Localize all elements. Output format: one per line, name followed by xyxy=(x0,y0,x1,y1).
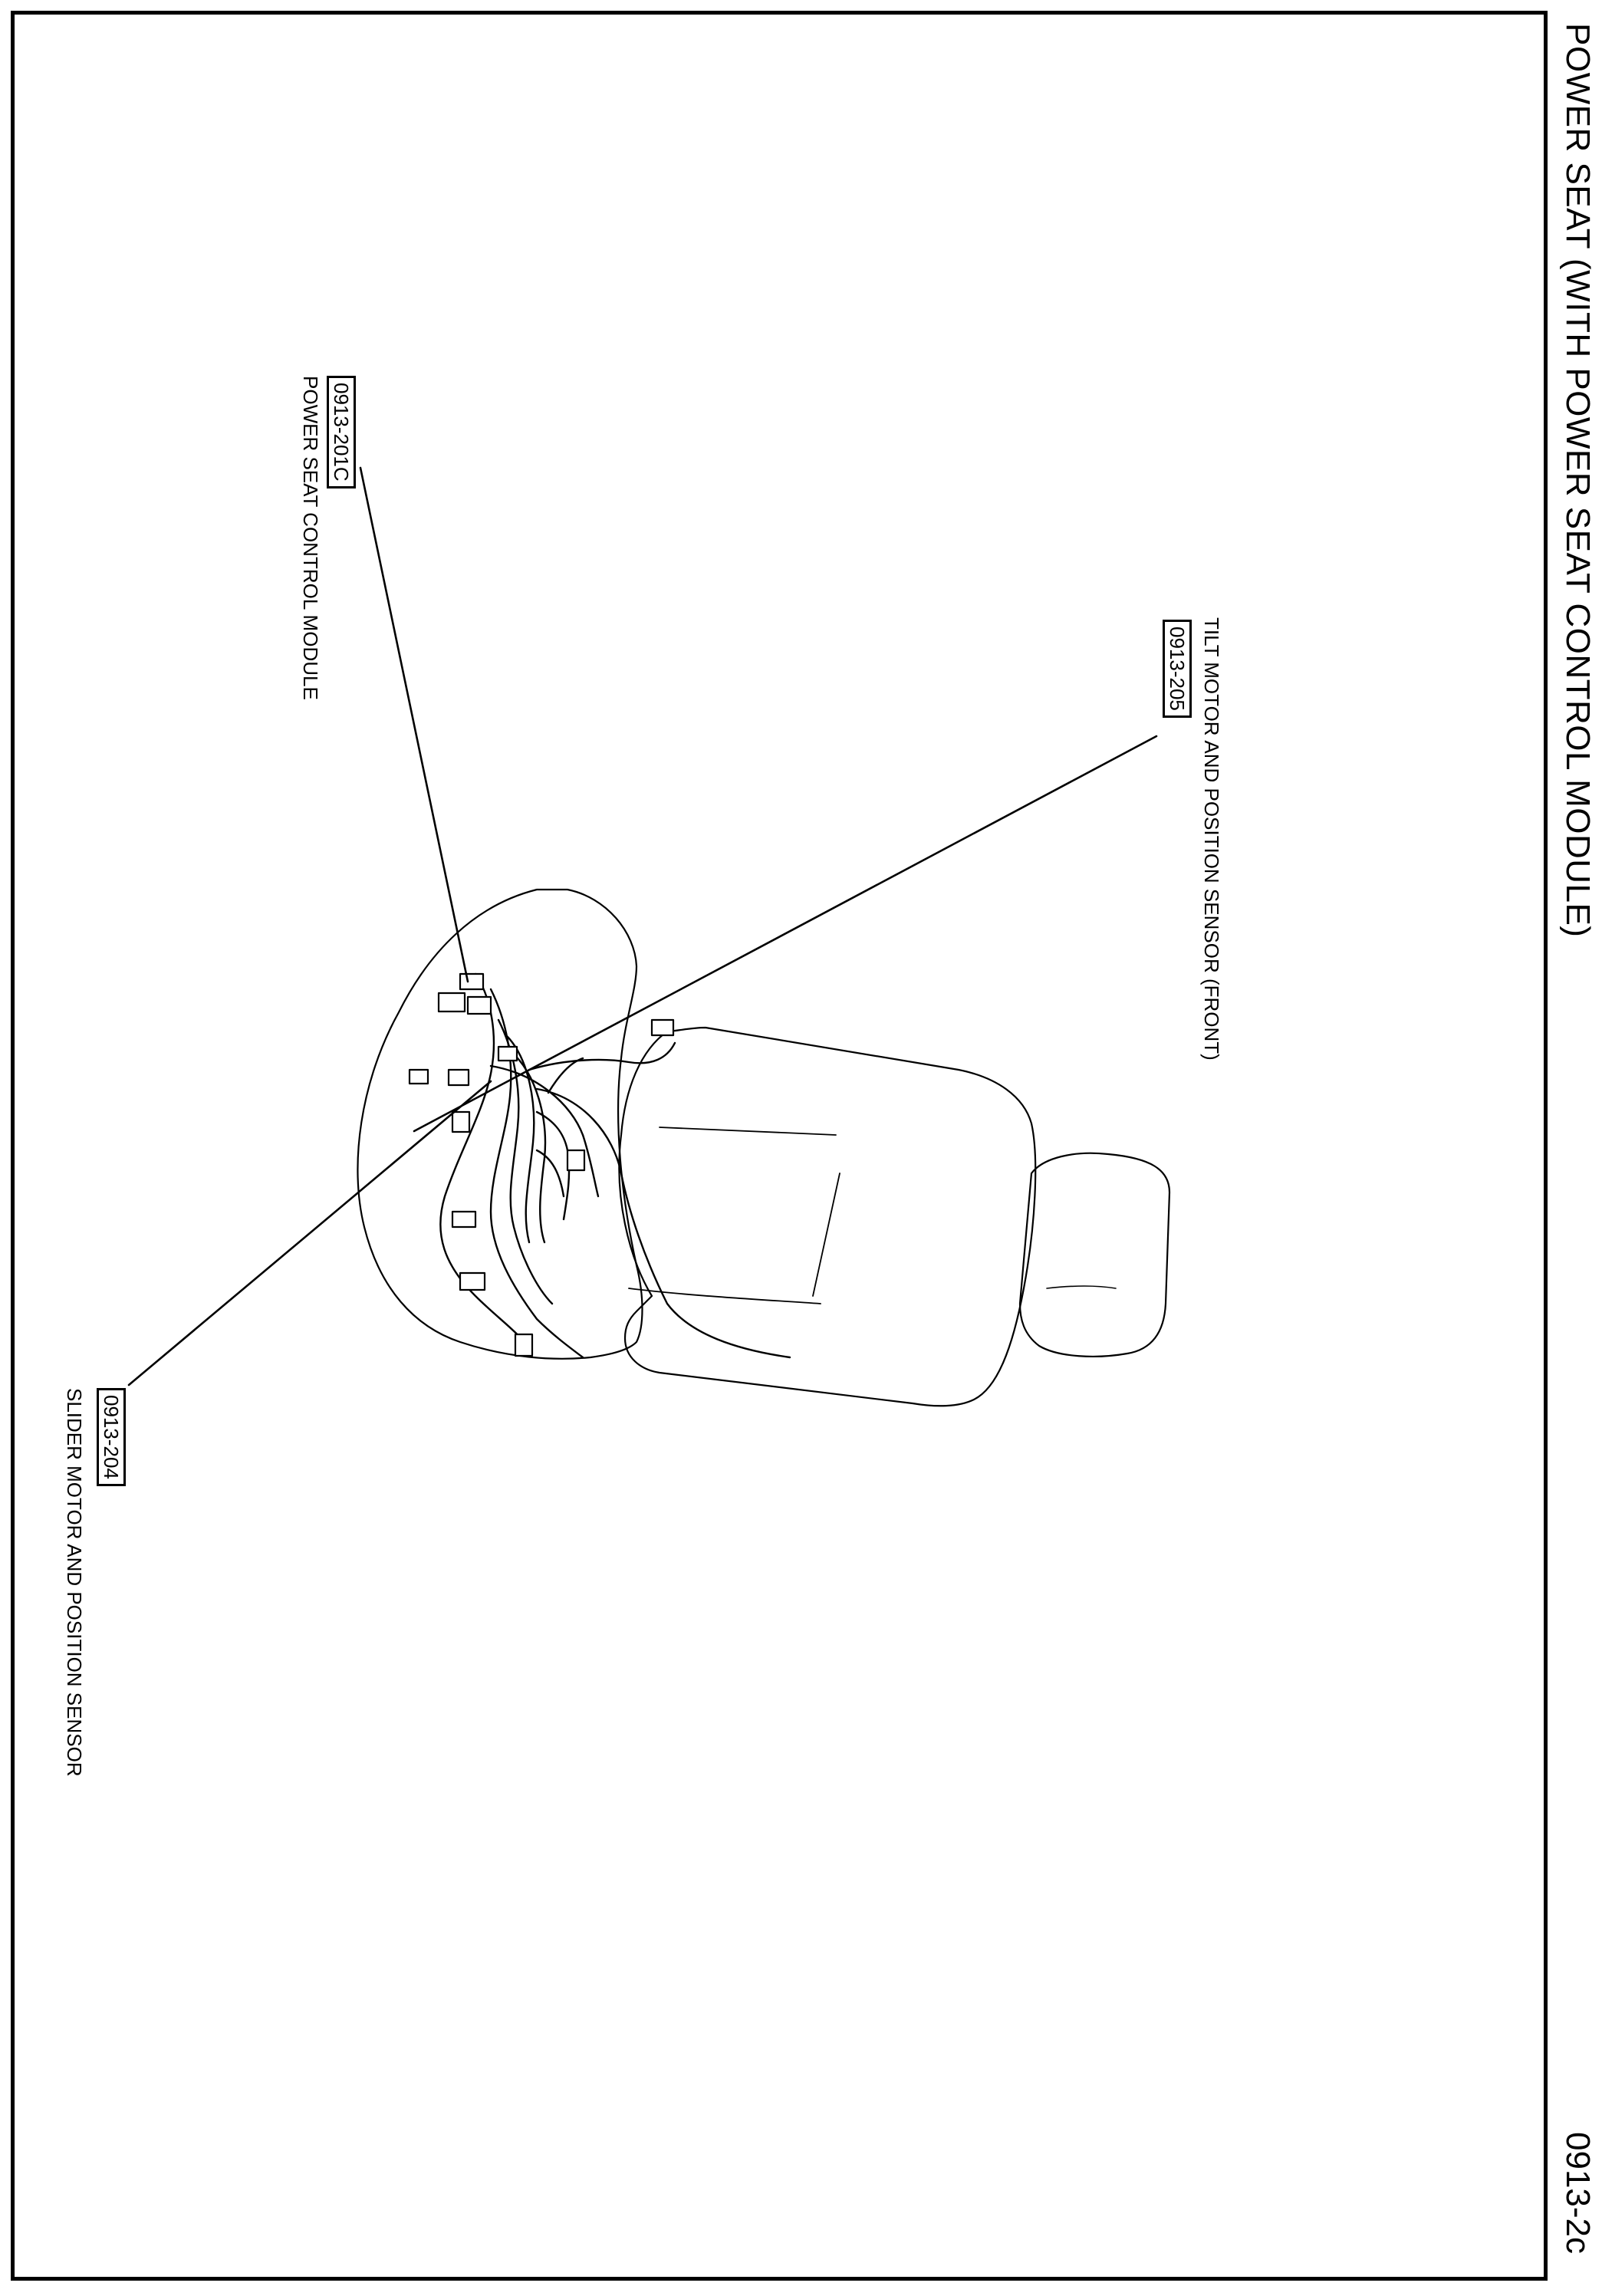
page-title: POWER SEAT (WITH POWER SEAT CONTROL MODULE) xyxy=(1559,23,1597,938)
callout-code: 0913-201C xyxy=(327,376,356,488)
seat-back-outline xyxy=(619,1028,1035,1406)
seat-cushion-outline xyxy=(357,890,642,1359)
callout-tilt-motor xyxy=(1166,620,1189,718)
wiring-harness xyxy=(440,974,790,1357)
callout-power-seat-control-module xyxy=(330,376,353,488)
callout-label: POWER SEAT CONTROL MODULE xyxy=(299,376,322,700)
seat-back-seam xyxy=(629,1127,840,1304)
callout-label: TILT MOTOR AND POSITION SENSOR (FRONT) xyxy=(1200,617,1223,1061)
callout-label: SLIDER MOTOR AND POSITION SENSOR xyxy=(63,1388,86,1777)
headrest-seam xyxy=(1047,1286,1116,1288)
page-number: 0913-2c xyxy=(1559,2132,1597,2255)
callout-slider-motor xyxy=(100,1388,123,1486)
callout-code: 0913-204 xyxy=(97,1388,126,1486)
headrest-outline xyxy=(1020,1153,1169,1357)
callout-code: 0913-205 xyxy=(1163,620,1192,718)
harness-connectors xyxy=(410,974,673,1356)
